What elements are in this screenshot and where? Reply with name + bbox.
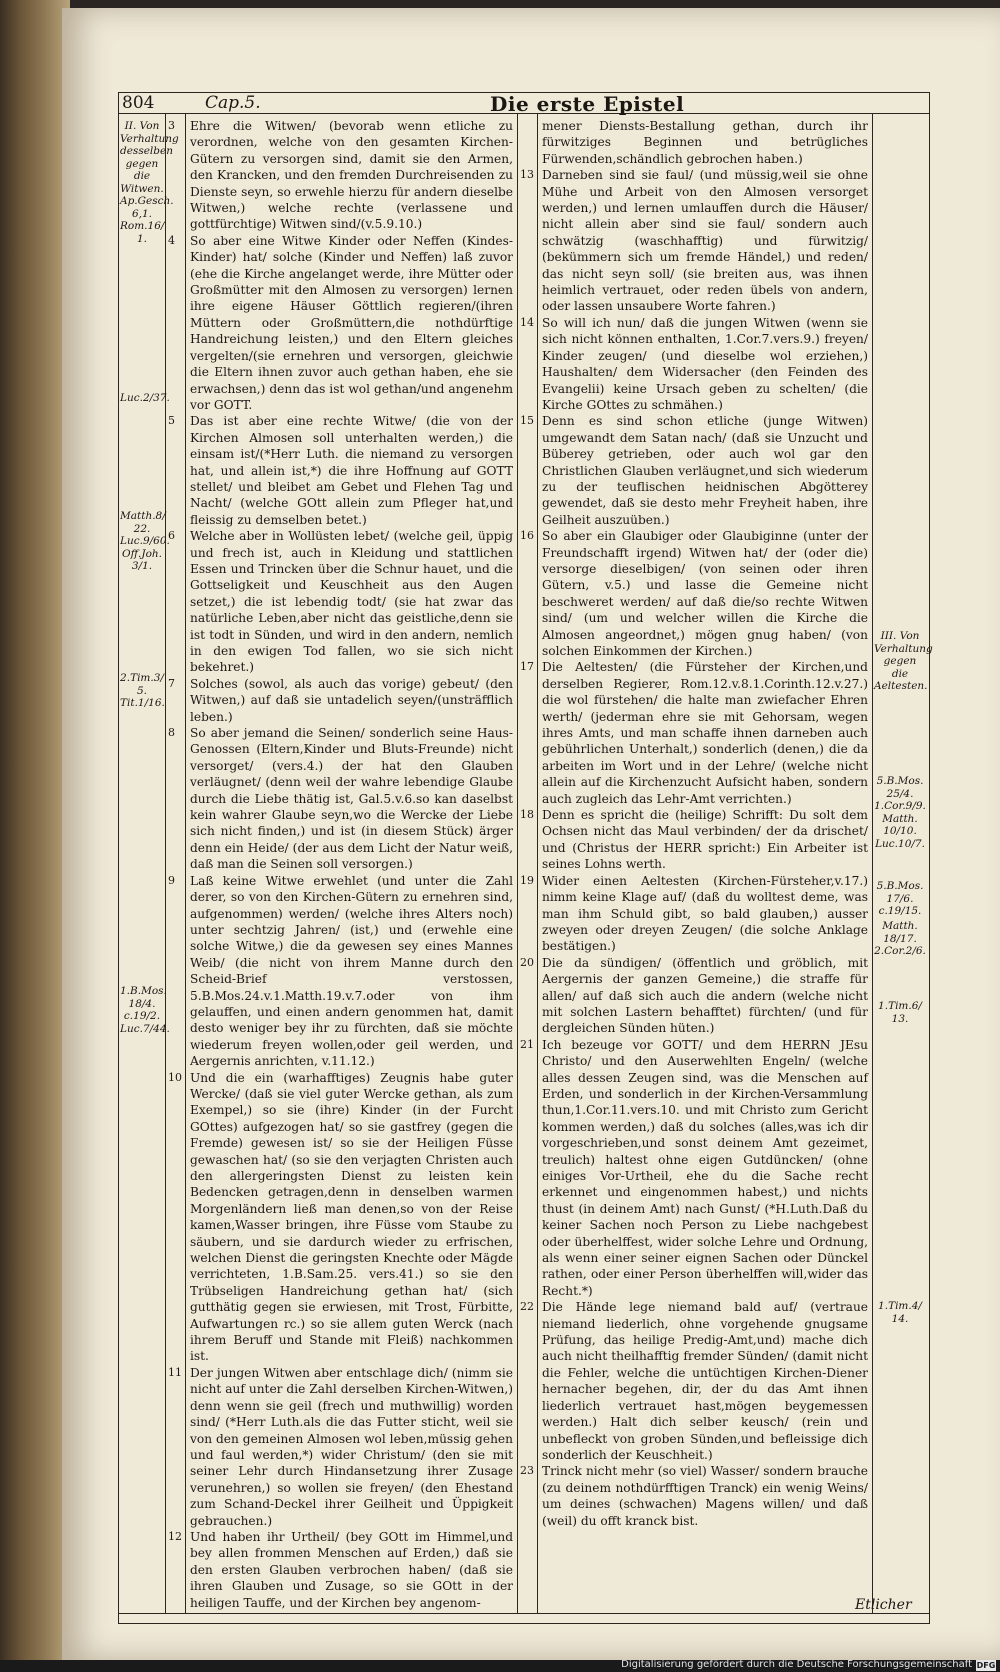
margin-note: III. Von Verhaltung gegen die Aeltesten.	[874, 630, 933, 692]
verse-text: So will ich nun/ daß die jungen Witwen (wenn sie sich nicht können enthalten, 1.Cor.7.vers.9.) freyen/ Kinder zeugen/ (und dieselbe wol erziehen,) Haushalten/ dem Widersacher (den Feinden des Evangelii) keine Ursach geben zu schelten/ (die Kirche GOttes zu schmähen.)	[542, 315, 868, 412]
verse-number: 11	[168, 1365, 182, 1379]
verse-number: 16	[520, 529, 534, 543]
verse-number: 23	[520, 1464, 534, 1478]
verse-number: 7	[168, 676, 175, 690]
left-text-column	[168, 118, 513, 1611]
margin-note: 1.B.Mos. 18/4. c.19/2. Luc.7/44.	[120, 985, 170, 1035]
verse	[520, 167, 868, 315]
margin-note: II. Von Verhaltung desselben gegen die Witwen. Ap.Gesch. 6,1. Rom.16/ 1.	[120, 120, 179, 245]
margin-note: Matth. 18/17. 2.Cor.2/6.	[874, 920, 926, 957]
verse-text: So aber eine Witwe Kinder oder Neffen (Kindes-Kinder) hat/ solche (Kinder und Neffen) laß zuvor (ehe die Kirche angelanget werde, ihre Mütter oder Großmütter mit den Almosen zu versorgen) lernen ihre eigene Häuser Göttlich regieren/(ihren Müttern oder Großmüttern,die nothdürftige Handreichung leisten,) und den Eltern gleiches vergelten/(sie ernehren und versorgen, gleichwie die Eltern ihnen zuvor auch gethan haben, ehe sie erwachsen,) denn das ist wol gethan/und angenehm vor GOTT.	[190, 233, 513, 412]
bottom-rule	[118, 1613, 930, 1614]
chapter-label: Cap.5.	[205, 93, 261, 113]
verse-text: Die da sündigen/ (öffentlich und gröblich, mit Aergernis der ganzen Gemeine,) die straffe für allen/ auf daß sich auch die andern (welche nicht mit solchen Lastern behafftet) fürchten/ (und für dergleichen Sünden hüten.)	[542, 955, 868, 1036]
verse-text: Und die ein (warhafftiges) Zeugnis habe guter Wercke/ (daß sie viel guter Wercke gethan, als zum Exempel,) so sie (ihre) Kinder (in der Furcht GOttes) aufgezogen hat/ so sie gastfrey (gegen die Fremde) gewesen ist/ so sie der Heiligen Füsse gewaschen hat/ (so sie den verjagten Christen auch den allergeringsten Dienst zu leisten kein Bedencken getragen,denn in denselben warmen Morgenländern ließ man denen,so von der Reise kamen,Wasser bringen, ihre Füsse vom Staube zu säubern, und sie dardurch wieder zu erfrischen, welchen Dienst die geringsten Knechte oder Mägde verrichteten, 1.B.Sam.25. vers.41.) so sie den Trübseligen Handreichung gethan hat/ (sich gutthätig gegen sie erwiesen, mit Trost, Fürbitte, Aufwartungen rc.) so sie allem guten Werck (nach ihrem Beruff und Stande mit Fleiß) nachkommen ist.	[190, 1070, 513, 1364]
verse-text: Die Aeltesten/ (die Fürsteher der Kirchen,und derselben Regierer, Rom.12.v.8.1.Corinth.12.v.27.) die wol fürstehen/ die halte man zwiefacher Ehren werth/ (jederman ehre sie mit Gehorsam, wegen ihres Amts, und man schaffe ihnen darneben auch gebührlichen Unterhalt,) sonderlich (denen,) die da arbeiten im Wort und in der Lehre/ (welche nicht allein auf die Kirchenzucht Aufsicht haben, sondern auch zugleich das Lehr-Amt verrichten.)	[542, 660, 868, 806]
verse-number: 14	[520, 315, 534, 329]
verse	[520, 955, 868, 1037]
verse-number: 13	[520, 168, 534, 182]
verse	[520, 873, 868, 955]
verse-text: Ich bezeuge vor GOTT/ und dem HERRN JEsu Christo/ und den Auserwehlten Engeln/ (welche alles dessen Zeugen sind, was die Menschen auf Erden, und sonderlich in der Kirchen-Versammlung thun,1.Cor.11.vers.10. und mit Christo zum Gericht kommen werden,) daß du solches (alles,was ich dir vorgeschrieben,und sonst deinem Amt gezeimet, treulich) haltest ohne eigen Gutdüncken/ (ohne einiges Vor-Urtheil, ehe du die Sache recht erkennet und eingenommen habest,) und nichts thust (in deinem Amt) nach Gunst/ (*H.Luth.Daß du keiner Sachen noch Person zu Liebe nachgebest oder überhelffest, wider solche Lehre und Ordnung, als wenn einer seiner eignen Sachen oder Dünckel rathen, oder einer Person überhelffen will,wider das Recht.*)	[542, 1037, 868, 1298]
verse-number: 18	[520, 808, 534, 822]
verse-text: Das ist aber eine rechte Witwe/ (die von der Kirchen Almosen soll unterhalten werden,) die einsam ist/(*Herr Luth. die niemand zu versorgen hat, und allein ist,*) die ihre Hoffnung auf GOTT stellet/ und bleibet am Gebet und Flehen Tag und Nacht/ (welche GOtt allein zum Pfleger hat,und fleissig zu demselben betet.)	[190, 414, 513, 527]
verse-text: Der jungen Witwen aber entschlage dich/ (nimm sie nicht auf unter die Zahl derselben Kirchen-Witwen,) denn wenn sie geil (frech und muthwillig) worden sind/ (*Herr Luth.als die das Futter sticht, weil sie von den gemeinen Almosen wol leben,müssig gehen und faul werden,*) wider Christum/ (den sie mit seiner Lehr durch Hindansetzung ihrer Zusage verunehren,) so wollen sie freyen/ (den Ehestand zum Schand-Deckel ihrer Geilheit und Üppigkeit gebrauchen.)	[190, 1365, 513, 1528]
verse-text: Die Hände lege niemand bald auf/ (vertraue niemand liederlich, ohne vorgehende gnugsame Prüfung, das heilige Predig-Amt,und) mache dich auch nicht theilhafftig fremder Sünden/ (damit nicht die Fehler, welche die untüchtigen Kirchen-Diener hernacher begehen, dir, der du das Amt ihnen liederlich vertrauet hast,mögen beygemessen werden.) Halt dich selber keusch/ (rein und unbefleckt von groben Sünden,und befleissige dich sonderlich der Keuschheit.)	[542, 1300, 868, 1462]
verse-text: Solches (sowol, als auch das vorige) gebeut/ (den Witwen,) auf daß sie untadelich seyen/(unsträfflich leben.)	[190, 676, 513, 724]
verse-text: So aber ein Glaubiger oder Glaubiginne (unter der Freundschafft irgend) Witwen hat/ der (oder die) versorge dieselbigen/ (von seinen oder ihren Gütern, v.5.) und lasse die Gemeine nicht beschweret werden/ auf daß die/so rechte Witwen sind/ (um und welcher willen die Kirche die Almosen angeordnet,) mögen gnug haben/ (von solchen Einkommen der Kirchen.)	[542, 529, 868, 658]
margin-note: 2.Tim.3/ 5. Tit.1/16.	[120, 672, 165, 709]
verse-text: Wider einen Aeltesten (Kirchen-Fürsteher,v.17.) nimm keine Klage auf/ (daß du wolltest deme, was man ihm Schuld gibt, so bald glauben,) ausser zweyen oder dreyen Zeugen/ (die solche Anklage bestätigen.)	[542, 873, 868, 954]
verse-text: So aber jemand die Seinen/ sonderlich seine Haus-Genossen (Eltern,Kinder und Bluts-Freunde) nicht versorget/ (vers.4.) der hat den Glauben verläugnet/ (denn weil der wahre lebendige Glaube durch die Liebe thätig ist, Gal.5.v.6.so kan daselbst kein wahrer Glaube seyn,wo die Wercke der Liebe sich nicht finden,) und ist (in diesem Stück) ärger denn ein Heide/ (der aus dem Licht der Natur weiß, daß man die Seinen soll versorgen.)	[190, 726, 513, 872]
verse-number: 15	[520, 414, 534, 428]
verse-number: 4	[168, 233, 175, 247]
verse-number: 3	[168, 119, 175, 132]
left-verse-rule	[185, 113, 186, 1613]
right-margin-rule	[872, 113, 873, 1613]
right-text-column	[520, 118, 868, 1529]
verse-number: 21	[520, 1037, 534, 1051]
page-number: 804	[122, 93, 155, 113]
catchword: Etlicher	[855, 1597, 912, 1613]
verse-text: Denn es spricht die (heilige) Schrifft: Du solt dem Ochsen nicht das Maul verbinden/ der da drischet/ und (Christus der HERR spricht:) Ein Arbeiter ist seines Lohns werth.	[542, 808, 868, 872]
verse-text: Ehre die Witwen/ (bevorab wenn etliche zu verordnen, welche von den gesamten Kirchen-Gütern zu versorgen sind, damit sie den Armen, den Krancken, und den fremden Durchreisenden zu Dienste seyn, so erwehle hierzu für andern dieselbe Witwen,) welche rechte (verlassene und gottfürchtige) Witwen sind/(v.5.9.10.)	[190, 119, 513, 232]
verse	[520, 659, 868, 807]
verse	[168, 528, 513, 676]
verse-number: 20	[520, 955, 534, 969]
running-title: Die erste Epistel	[490, 92, 685, 116]
verse	[168, 413, 513, 528]
verse	[168, 873, 513, 1070]
verse-text: Trinck nicht mehr (so viel) Wasser/ sondern brauche (zu deinem nothdürfftigen Tranck) ein wenig Weins/ um deines (schwachen) Magens willen/ und daß (weil) du offt kranck bist.	[542, 1464, 868, 1528]
verse	[168, 233, 513, 413]
verse-number: 19	[520, 873, 534, 887]
verse	[520, 413, 868, 528]
margin-note: 1.Tim.6/ 13.	[878, 1000, 922, 1025]
verse	[168, 1529, 513, 1611]
verse-number: 12	[168, 1529, 182, 1543]
verse	[168, 118, 513, 233]
verse-number: 9	[168, 873, 175, 887]
verse-text: Denn es sind schon etliche (junge Witwen) umgewandt dem Satan nach/ (daß sie Unzucht und Büberey getrieben, oder auch wol gar den Christlichen Glauben verläugnet,und sich wiederum zu der teuflischen heidnischen Abgötterey gewendet, daß sie desto mehr Freyheit haben, ihre Geilheit auszuüben.)	[542, 414, 868, 527]
verse-number: 8	[168, 726, 175, 740]
margin-note: 5.B.Mos. 25/4. 1.Cor.9/9. Matth. 10/10. Luc.10/7.	[874, 775, 926, 850]
page-edge	[0, 0, 70, 1660]
verse	[520, 1037, 868, 1300]
verse-number: 5	[168, 414, 175, 428]
verse-number: 6	[168, 529, 175, 543]
dfg-logo-icon: DFG	[976, 1661, 996, 1670]
verse-number: 22	[520, 1300, 534, 1314]
verse	[520, 315, 868, 413]
verse	[168, 725, 513, 873]
margin-note: Luc.2/37.	[120, 392, 170, 404]
center-rule-1	[517, 113, 518, 1613]
margin-note: 1.Tim.4/ 14.	[878, 1300, 922, 1325]
verse	[520, 1463, 868, 1529]
verse-text: Und haben ihr Urtheil/ (bey GOtt im Himmel,und bey allen frommen Menschen auf Erden,) daß sie den ersten Glauben verbrochen haben/ (daß sie ihren Glauben und Zusage, so sie GOtt in der heiligen Tauffe, und der Kirchen bey angenom-	[190, 1529, 513, 1610]
verse	[168, 1365, 513, 1529]
digitization-credit: Digitalisierung gefördert durch die Deutsche Forschungsgemeinschaft	[621, 1659, 972, 1670]
margin-note: 5.B.Mos. 17/6. c.19/15.	[876, 880, 924, 917]
verse-text: mener Diensts-Bestallung gethan, durch ihr fürwitziges Beginnen und betrügliches Fürwenden,schändlich gebrochen haben.)	[542, 119, 868, 166]
verse	[542, 118, 868, 167]
margin-note: Matth.8/ 22. Luc.9/60. Off.Joh. 3/1.	[120, 510, 170, 572]
left-margin-rule	[165, 113, 166, 1613]
verse-number: 10	[168, 1070, 182, 1084]
verse	[168, 676, 513, 725]
verse	[520, 1299, 868, 1463]
verse	[168, 1070, 513, 1365]
verse-text: Welche aber in Wollüsten lebet/ (welche geil, üppig und frech ist, auch in Kleidung und stattlichen Essen und Trincken über die Schnur hauet, und die Gottseligkeit und Keuschheit aus den Augen setzet,) die ist lebendig todt/ (sie hat zwar das natürliche Leben,aber nicht das geistliche,denn sie ist todt in Sünden, und wird in den andern, nemlich in den ewigen Tod fallen, wo sie sich nicht bekehret.)	[190, 529, 513, 675]
verse-number: 17	[520, 660, 534, 674]
verse	[520, 528, 868, 659]
verse-text: Laß keine Witwe erwehlet (und unter die Zahl derer, so von den Kirchen-Gütern zu ernehren sind, aufgenommen) werden/ (welche ihres Alters noch) unter sechtzig Jahren/ (ist,) und (erwehle eine solche Witwe,) die da gewesen sey eines Mannes Weib/ (die nicht von ihrem Manne durch den Scheid-Brief verstossen, 5.B.Mos.24.v.1.Matth.19.v.7.oder von ihm gelauffen, und einen andern genommen hat, damit desto weniger bey ihr zu fürchten, daß sie möchte wiederum freyen wollen,oder geil werden, und Aergernis anrichten, v.11.12.)	[190, 873, 513, 1069]
verse	[520, 807, 868, 873]
center-rule-2	[537, 113, 538, 1613]
verse-text: Darneben sind sie faul/ (und müssig,weil sie ohne Mühe und Arbeit von den Almosen versorget werden,) und lernen umlauffen durch die Häuser/ nicht allein aber sind sie faul/ sondern auch schwätzig (waschhafftig) und fürwitzig/ (bekümmern sich um fremde Händel,) und reden/ das nicht seyn soll/ (sie breiten aus, was ihnen heimlich vertrauet, oder reden übels von andern, oder lassen unsaubere Worte fahren.)	[542, 168, 868, 314]
